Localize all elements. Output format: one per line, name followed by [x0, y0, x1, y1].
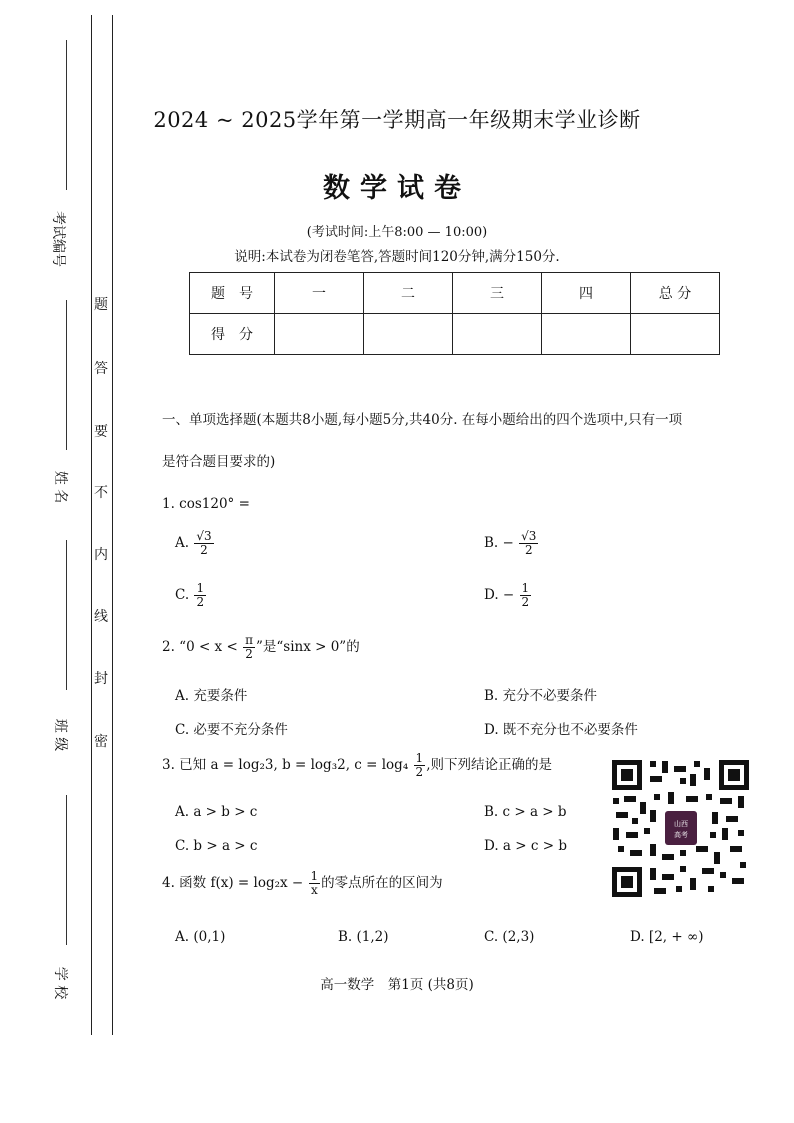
- seal-char-2: 答: [94, 361, 108, 377]
- q1-option-a: A. $\frac{√3}{2}$: [175, 529, 212, 558]
- score-cell[interactable]: [542, 314, 631, 355]
- qr-badge-text-2: 高考: [674, 831, 688, 839]
- q4-option-d: D. [2, + ∞): [630, 929, 704, 945]
- score-table-row-header: 得 分: [190, 314, 275, 355]
- qr-badge-text-1: 山西: [674, 820, 688, 828]
- q2-option-d: D. 既不充分也不必要条件: [484, 722, 638, 738]
- seal-char-4: 不: [94, 485, 108, 501]
- school-label: 学 校: [52, 966, 68, 1000]
- q2-option-b: B. 充分不必要条件: [484, 688, 598, 704]
- score-table-row-header: 题 号: [190, 273, 275, 314]
- score-cell[interactable]: [453, 314, 542, 355]
- section1-heading-line1: 一、单项选择题(本题共8小题,每小题5分,共40分. 在每小题给出的四个选项中,只有一项: [162, 412, 683, 428]
- score-table-col: 四: [542, 273, 631, 314]
- exam-name: 2024 ~ 2025学年第一学期高一年级期末学业诊断: [153, 108, 641, 132]
- score-table-col: 一: [275, 273, 364, 314]
- exam-id-label: 考试编号: [50, 211, 66, 267]
- q4-stem: 4. 函数 f(x) = log₂x − $\frac{1}{x}$ 的零点所在的区间为: [162, 869, 443, 898]
- q2-option-c: C. 必要不充分条件: [175, 722, 288, 738]
- q1-option-d: D. − $\frac{1}{2}$: [484, 581, 530, 610]
- seal-char-8: 密: [94, 734, 108, 750]
- school-blank: [66, 795, 67, 945]
- score-table: [189, 272, 720, 355]
- q3-option-a: A. a > b > c: [175, 804, 258, 820]
- score-table-header-row: [190, 273, 720, 314]
- seal-char-5: 内: [94, 547, 108, 563]
- class-label: 班 级: [52, 718, 68, 752]
- score-cell[interactable]: [364, 314, 453, 355]
- name-label: 姓 名: [52, 470, 68, 504]
- q2-stem: 2. “0 < x < $\frac{\pi}{2}$ ”是“sinx > 0”的: [162, 633, 360, 662]
- q1-stem: 1. cos120° =: [162, 496, 250, 512]
- q3-stem: 3. 已知 a = log₂3, b = log₃2, c = log₄ $\frac{1}{2}$ ,则下列结论正确的是: [162, 751, 552, 780]
- q1-option-c: C. $\frac{1}{2}$: [175, 581, 205, 610]
- class-blank: [66, 540, 67, 690]
- score-table-score-row: [190, 314, 720, 355]
- seal-char-3: 要: [94, 424, 108, 440]
- name-blank: [66, 300, 67, 450]
- q4-option-b: B. (1,2): [338, 929, 389, 945]
- section1-heading-line2: 是符合题目要求的): [162, 454, 276, 470]
- score-table-col: 总 分: [631, 273, 720, 314]
- q3-option-c: C. b > a > c: [175, 838, 258, 854]
- seal-char-1: 题: [94, 297, 108, 313]
- score-cell[interactable]: [275, 314, 364, 355]
- q3-option-d: D. a > c > b: [484, 838, 567, 854]
- q3-option-b: B. c > a > b: [484, 804, 567, 820]
- score-table-col: 三: [453, 273, 542, 314]
- seal-char-6: 线: [94, 609, 108, 625]
- q1-option-b: B. − $\frac{√3}{2}$: [484, 529, 537, 558]
- q4-option-c: C. (2,3): [484, 929, 535, 945]
- score-cell[interactable]: [631, 314, 720, 355]
- qr-code[interactable]: [610, 758, 751, 899]
- subject-title: 数学试卷: [323, 173, 471, 204]
- exam-instructions: 说明:本试卷为闭卷笔答,答题时间120分钟,满分150分.: [234, 249, 560, 265]
- exam-time: (考试时间:上午8:00 — 10:00): [306, 225, 488, 240]
- score-table-col: 二: [364, 273, 453, 314]
- q2-option-a: A. 充要条件: [175, 688, 248, 704]
- q4-option-a: A. (0,1): [175, 929, 226, 945]
- seal-char-7: 封: [94, 671, 108, 687]
- page-footer: 高一数学 第1页 (共8页): [320, 977, 474, 993]
